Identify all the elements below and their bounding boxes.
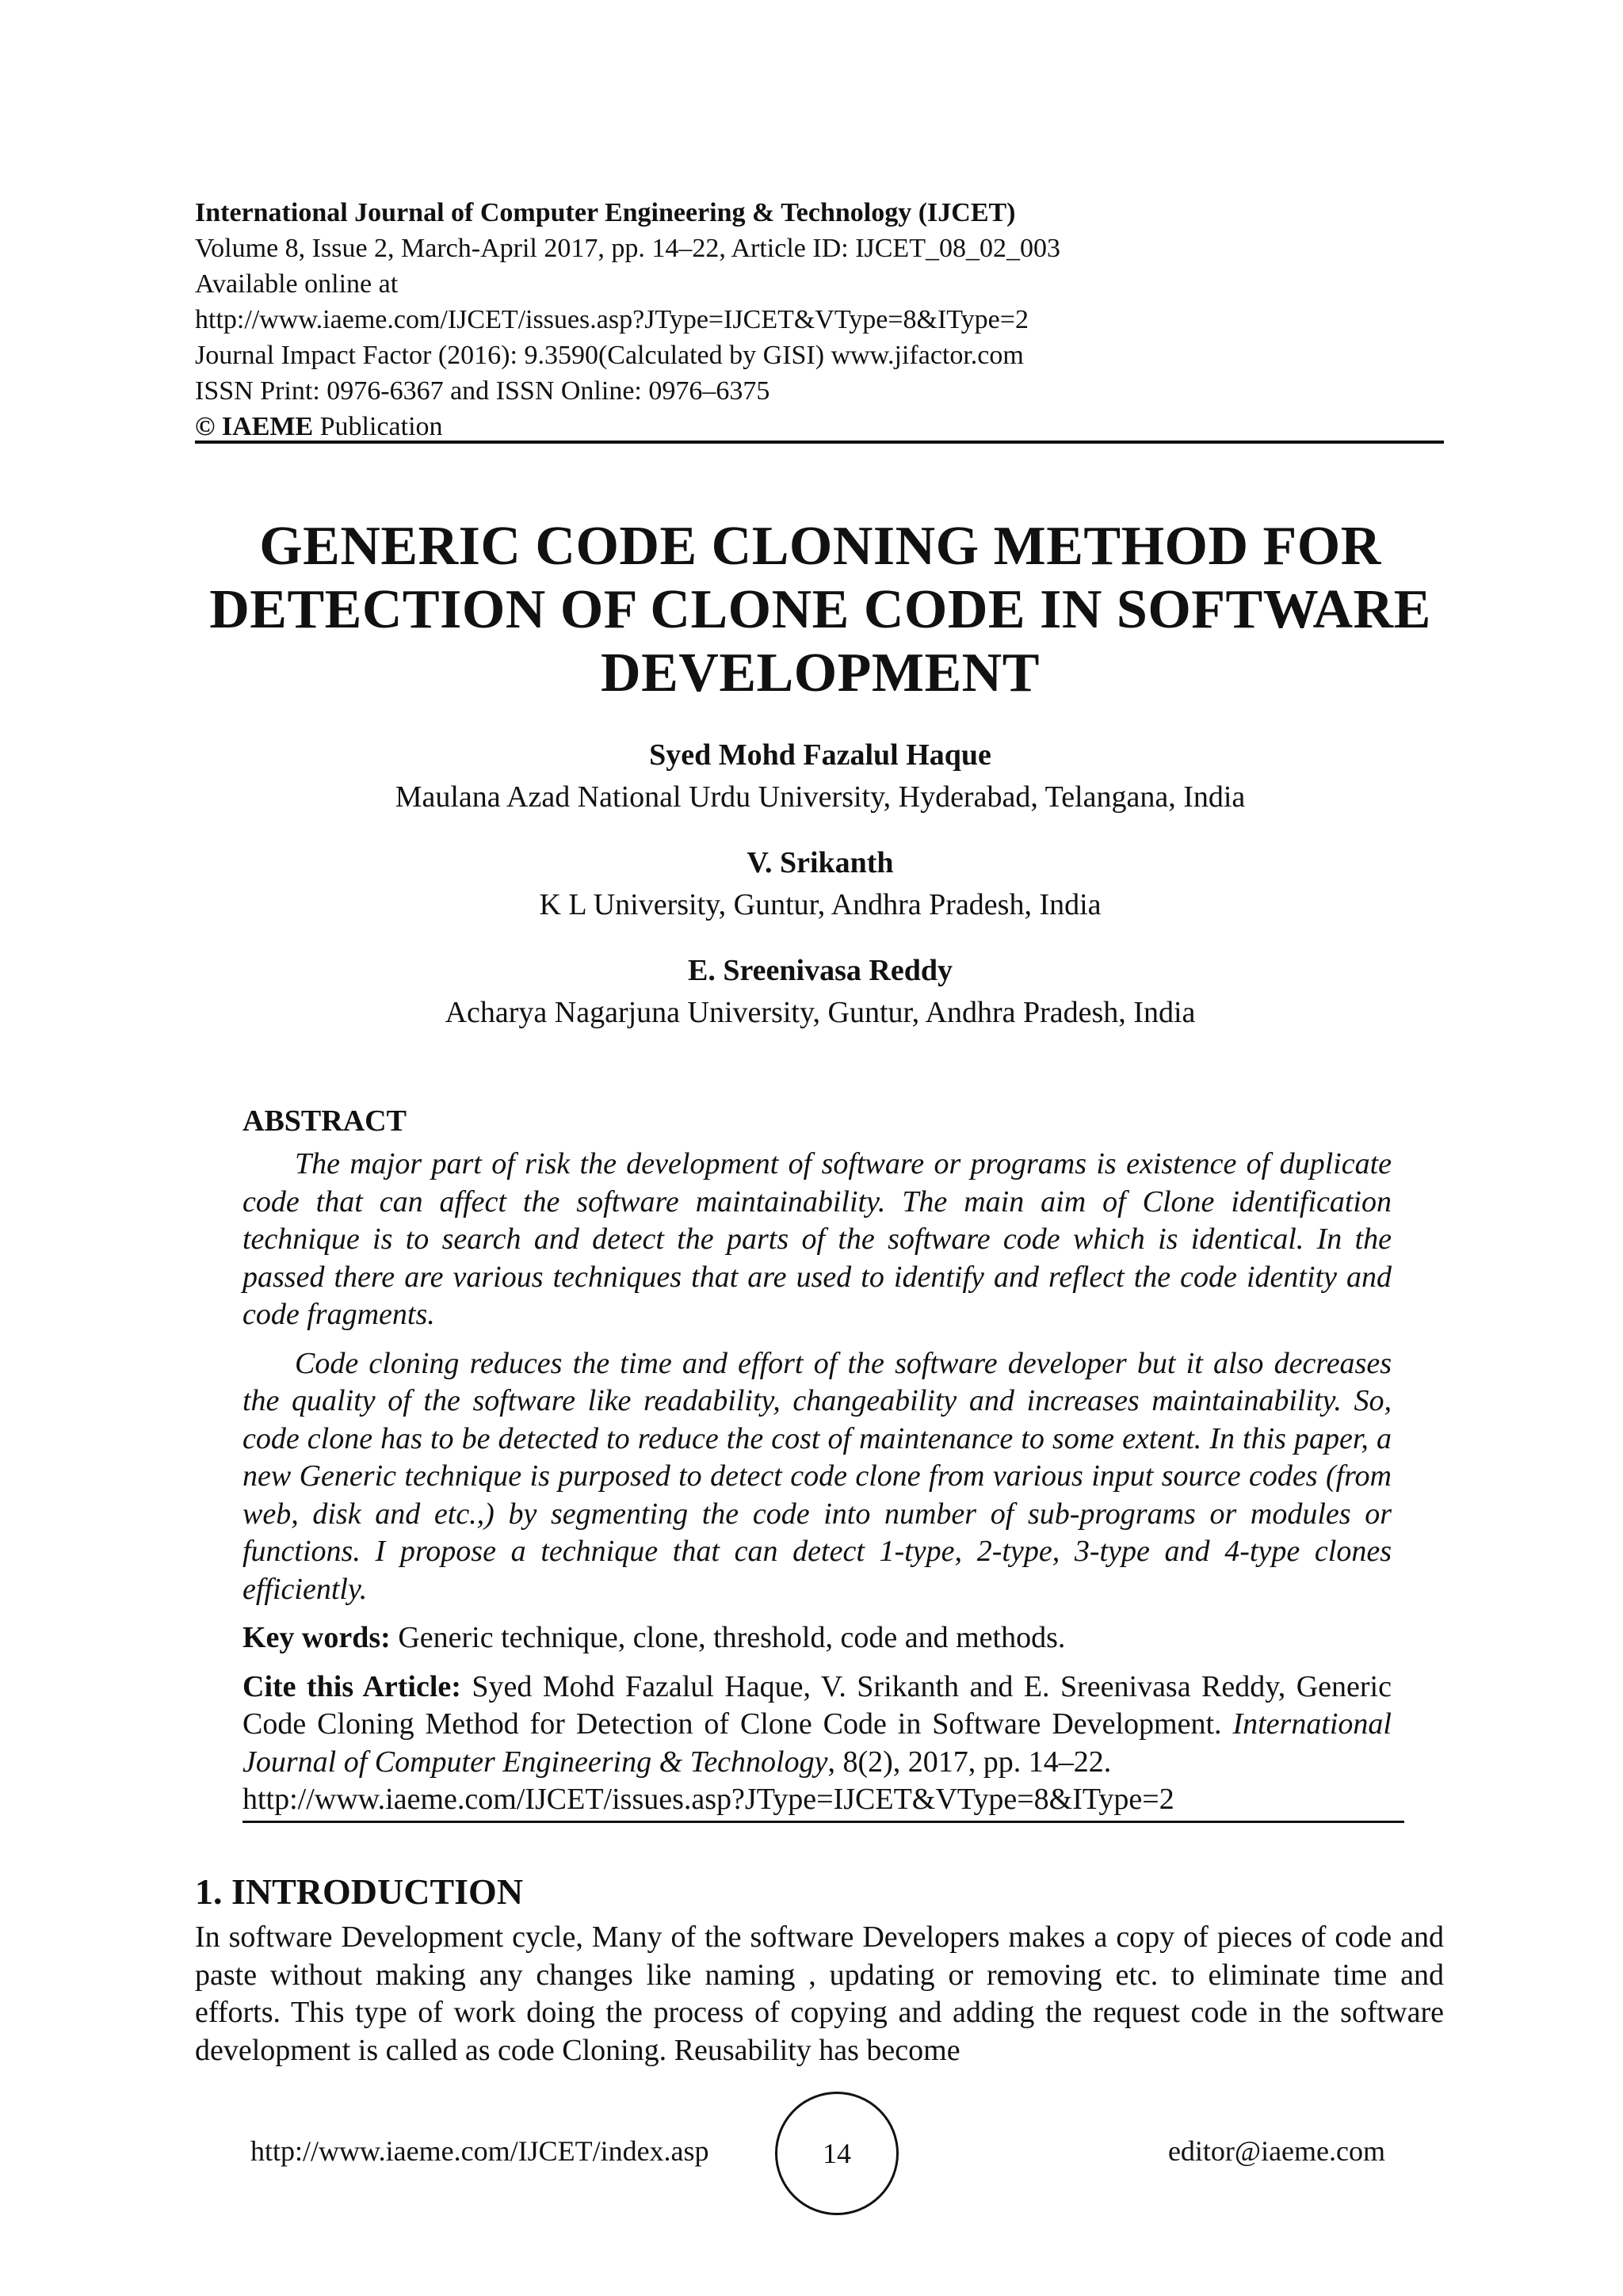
cite-text: Syed Mohd Fazalul Haque, V. Srikanth and E. Sreenivasa Reddy, Generic Code Cloning Method for Detection of Clone Code in Software Development.: [242, 1669, 1392, 1741]
copyright-icon: ©: [195, 412, 216, 441]
cite-journal: International Journal of Computer Engineering & Technology: [242, 1707, 1392, 1779]
abstract-paragraph: The major part of risk the development of software or programs is existence of duplicate code that can affect the software maintainability. The main aim of Clone identification technique is to search and detect the parts of the software code which is identical. In the passed there are various techniques that are used to identify and reflect the code identity and code fragments.: [242, 1147, 1392, 1331]
authors-block: [158, 735, 1482, 1058]
keywords: [242, 1619, 1392, 1657]
cite-details: , 8(2), 2017, pp. 14–22.: [827, 1745, 1112, 1779]
title-line: GENERIC CODE CLONING METHOD FOR: [259, 516, 1381, 577]
abstract-paragraph: Code cloning reduces the time and effort of the software developer but it also decreases the quality of the software like readability, changeability and increases maintainability. So, code clone has to be detected to reduce the cost of maintenance to some extent. In this paper, a new Generic technique is purposed to detect code clone from various input source codes (from web, disk and etc.,) by segmenting the code into number of sub-programs or modules or functions. I propose a technique that can detect 1-type, 2-type, 3-type and 4-type clones efficiently.: [242, 1346, 1392, 1606]
title-line: DETECTION OF CLONE CODE IN SOFTWARE: [209, 579, 1431, 640]
issn-line: ISSN Print: 0976-6367 and ISSN Online: 0976–6375: [195, 376, 770, 406]
footer-url[interactable]: http://www.iaeme.com/IJCET/index.asp: [250, 2135, 709, 2167]
introduction-body: In software Development cycle, Many of the software Developers makes a copy of pieces of code and paste without making any changes like naming , updating or removing etc. to eliminate time and efforts. This type of work doing the process of copying and adding the request code in the software development is called as code Cloning. Reusability has become: [195, 1920, 1444, 2067]
citation: [242, 1669, 1392, 1823]
author-name: Syed Mohd Fazalul Haque: [649, 738, 991, 772]
author: [158, 735, 1482, 819]
paper-title: [158, 515, 1482, 705]
journal-header: [195, 195, 1447, 444]
copyright-line: [195, 409, 1447, 444]
available-line: Available online at: [195, 269, 399, 299]
header-divider: [195, 441, 1444, 444]
author-name: E. Sreenivasa Reddy: [688, 954, 953, 987]
journal-title: International Journal of Computer Engineering & Technology (IJCET): [195, 198, 1016, 227]
footer-email[interactable]: editor@iaeme.com: [1167, 2135, 1385, 2167]
title-line: DEVELOPMENT: [601, 643, 1040, 704]
cite-url[interactable]: http://www.iaeme.com/IJCET/issues.asp?JType=IJCET&VType=8&IType=2: [242, 1781, 1404, 1823]
publisher-name: IAEME: [221, 412, 314, 441]
publisher-suffix: Publication: [319, 412, 443, 441]
page-number: [775, 2092, 899, 2215]
abstract-heading: ABSTRACT: [242, 1104, 407, 1138]
page-number-text: 14: [823, 2138, 851, 2169]
author-affiliation: Acharya Nagarjuna University, Guntur, Andhra Pradesh, India: [445, 996, 1196, 1029]
issue-url: http://www.iaeme.com/IJCET/issues.asp?JType=IJCET&VType=8&IType=2: [195, 305, 1029, 334]
author: [158, 843, 1482, 927]
author: [158, 951, 1482, 1035]
cite-label: Cite this Article:: [242, 1669, 461, 1703]
author-affiliation: Maulana Azad National Urdu University, Hyderabad, Telangana, India: [395, 780, 1246, 814]
impact-factor-line: Journal Impact Factor (2016): 9.3590(Calculated by GISI) www.jifactor.com: [195, 341, 1024, 370]
author-name: V. Srikanth: [747, 846, 894, 879]
introduction-heading: 1. INTRODUCTION: [195, 1871, 524, 1912]
keywords-label: Key words:: [242, 1621, 391, 1654]
abstract-section: [242, 1101, 1392, 1823]
author-affiliation: K L University, Guntur, Andhra Pradesh, India: [539, 888, 1102, 921]
volume-line: Volume 8, Issue 2, March-April 2017, pp. 14–22, Article ID: IJCET_08_02_003: [195, 234, 1060, 263]
keywords-text: Generic technique, clone, threshold, code and methods.: [398, 1621, 1066, 1654]
